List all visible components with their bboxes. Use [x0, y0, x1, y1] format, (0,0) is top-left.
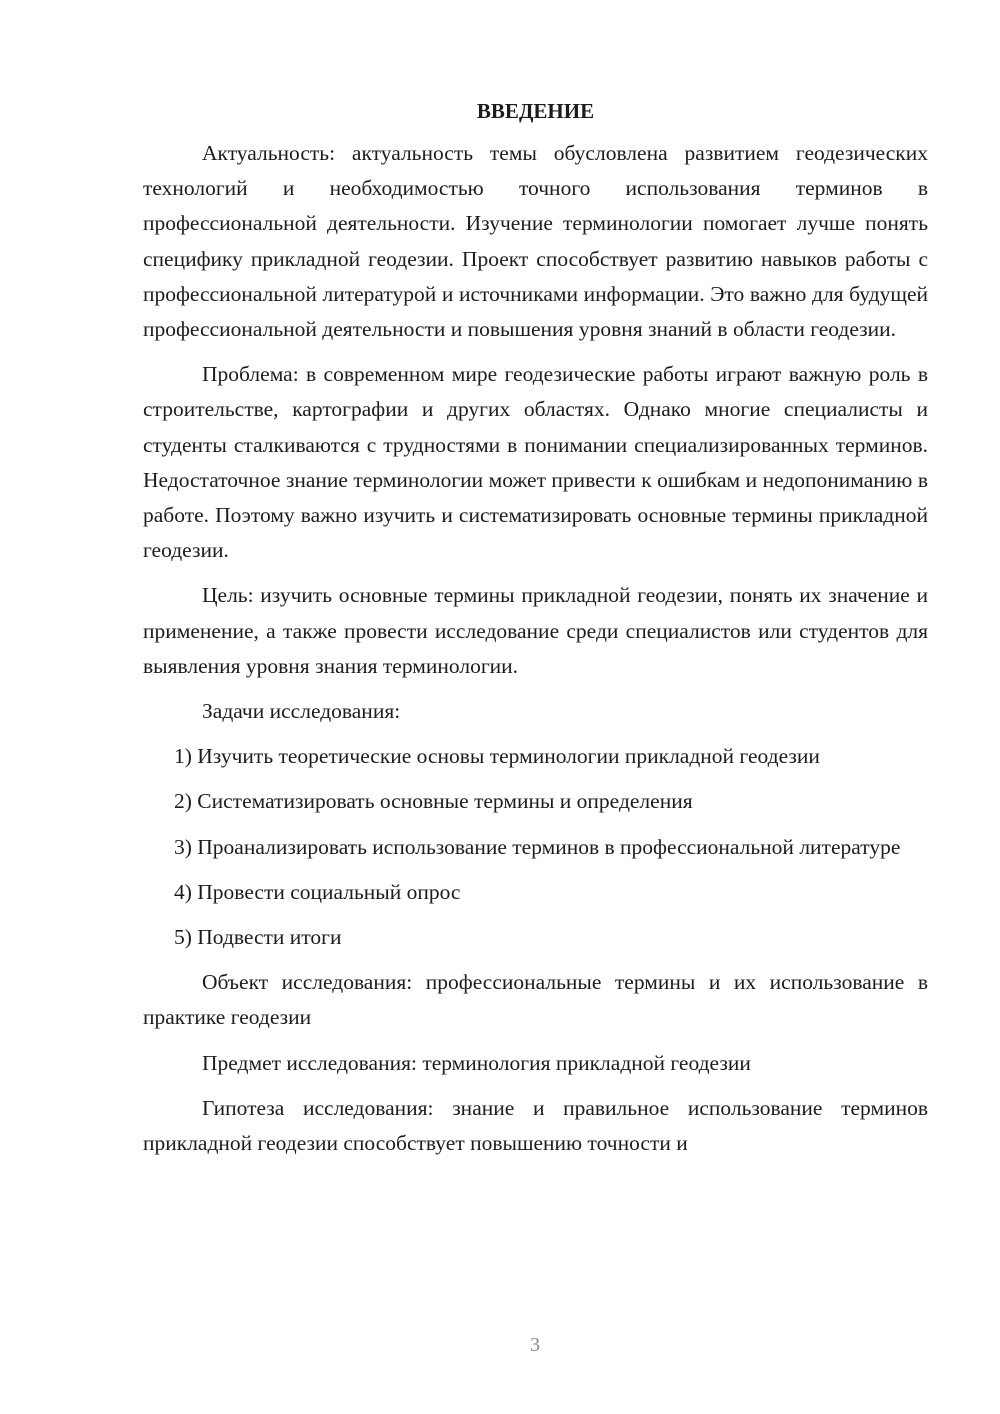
task-item-1: 1) Изучить теоретические основы терминологии прикладной геодезии: [174, 744, 820, 769]
section-title: ВВЕДЕНИЕ: [476, 99, 595, 123]
task-item-4: 4) Провести социальный опрос: [174, 879, 461, 904]
object-paragraph: Объект исследования: профессиональные термины и их использование в практике геодезии: [143, 970, 928, 1030]
problem-paragraph: Проблема: в современном мире геодезические работы играют важную роль в строительстве, картографии и других областях. Однако многие специалисты и студенты сталкиваются с трудностями в понимании специализированных терминов. Недостаточное знание терминологии может привести к ошибкам и недопониманию в работе. Поэтому важно изучить и систематизировать основные термины прикладной геодезии.: [143, 362, 928, 563]
task-item-2: 2) Систематизировать основные термины и определения: [174, 789, 693, 814]
subject-paragraph: Предмет исследования: терминология прикладной геодезии: [202, 1050, 751, 1075]
page-number: 3: [530, 1334, 540, 1356]
task-item-5: 5) Подвести итоги: [174, 925, 342, 950]
relevance-paragraph: Актуальность: актуальность темы обусловлена развитием геодезических технологий и необходимостью точного использования терминов в профессиональной деятельности. Изучение терминологии помогает лучше понять специфику прикладной геодезии. Проект способствует развитию навыков работы с профессиональной литературой и источниками информации. Это важно для будущей профессиональной деятельности и повышения уровня знаний в области геодезии.: [143, 141, 928, 342]
tasks-heading: Задачи исследования:: [202, 699, 401, 724]
hypothesis-paragraph: Гипотеза исследования: знание и правильное использование терминов прикладной геодезии способствует повышению точности и: [143, 1095, 928, 1156]
task-item-3: 3) Проанализировать использование терминов в профессиональной литературе: [174, 834, 901, 859]
document-page: [143, 96, 928, 1171]
goal-paragraph: Цель: изучить основные термины прикладной геодезии, понять их значение и применение, а также провести исследование среди специалистов или студентов для выявления уровня знания терминологии.: [143, 583, 928, 678]
